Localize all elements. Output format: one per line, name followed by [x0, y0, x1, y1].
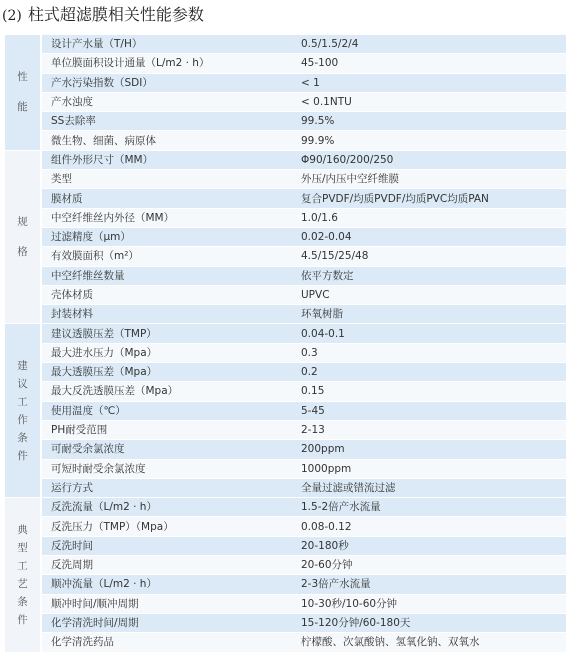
param-value: 0.2 — [298, 363, 566, 382]
param-value: 1000ppm — [298, 459, 566, 478]
param-value: 0.3 — [298, 343, 566, 362]
param-value: 依平方数定 — [298, 266, 566, 285]
param-name: 有效膜面积（m²） — [41, 247, 298, 266]
param-name: 反洗流量（L/m2 · h） — [41, 498, 298, 517]
param-value: 2-3倍产水流量 — [298, 575, 566, 594]
group-label-char: 条 — [17, 595, 28, 608]
group-label-char: 作 — [17, 413, 28, 426]
group-label-char: 典 — [17, 523, 28, 536]
table-row — [5, 498, 566, 517]
param-value: 环氧树脂 — [298, 305, 566, 324]
param-name: 中空纤维丝内外径（MM） — [41, 208, 298, 227]
section-number: (2) — [2, 8, 22, 24]
param-value: UPVC — [298, 285, 566, 304]
table-row — [5, 54, 566, 73]
param-value: 15-120分钟/60-180天 — [298, 613, 566, 632]
param-value: 99.5% — [298, 112, 566, 131]
param-name: 类型 — [41, 170, 298, 189]
param-name: 产水浊度 — [41, 92, 298, 111]
table-row — [5, 575, 566, 594]
param-value: 45-100 — [298, 54, 566, 73]
table-row — [5, 150, 566, 169]
group-label-char: 议 — [17, 377, 28, 390]
group-label-char: 件 — [17, 449, 28, 462]
param-name: 过滤精度（μm） — [41, 227, 298, 246]
table-row — [5, 459, 566, 478]
table-row — [5, 324, 566, 343]
param-name: 中空纤维丝数量 — [41, 266, 298, 285]
param-name: 封装材料 — [41, 305, 298, 324]
group-label — [5, 498, 41, 652]
table-row — [5, 556, 566, 575]
table-row — [5, 247, 566, 266]
group-label-char: 型 — [17, 541, 28, 554]
group-label-char: 件 — [17, 613, 28, 626]
table-row — [5, 478, 566, 497]
param-value: 10-30秒/10-60分钟 — [298, 594, 566, 613]
param-value: < 0.1NTU — [298, 92, 566, 111]
table-row — [5, 73, 566, 92]
group-label-char: 工 — [17, 395, 28, 408]
table-row — [5, 420, 566, 439]
table-row — [5, 594, 566, 613]
group-label-char: 规 — [17, 216, 28, 229]
param-value: 1.0/1.6 — [298, 208, 566, 227]
param-value: 4.5/15/25/48 — [298, 247, 566, 266]
param-name: 最大反洗透膜压差（Mpa） — [41, 382, 298, 401]
param-name: SS去除率 — [41, 112, 298, 131]
table-row — [5, 343, 566, 362]
param-value: 外压/内压中空纤维膜 — [298, 170, 566, 189]
group-label-char: 能 — [17, 101, 28, 114]
table-row — [5, 633, 566, 652]
param-value: 2-13 — [298, 420, 566, 439]
param-name: 可耐受余氯浓度 — [41, 440, 298, 459]
param-value: 0.02-0.04 — [298, 227, 566, 246]
param-name: 壳体材质 — [41, 285, 298, 304]
param-name: 使用温度（℃） — [41, 401, 298, 420]
section-title — [2, 5, 204, 26]
param-value: 20-60分钟 — [298, 556, 566, 575]
group-label-char: 工 — [17, 559, 28, 572]
table-row — [5, 517, 566, 536]
group-label — [5, 35, 41, 150]
group-label — [5, 324, 41, 498]
param-name: 反洗周期 — [41, 556, 298, 575]
group-label-char: 格 — [17, 246, 28, 259]
spec-table-body — [5, 35, 566, 652]
section-title-text: 柱式超滤膜相关性能参数 — [27, 5, 204, 24]
param-value: 0.5/1.5/2/4 — [298, 35, 566, 54]
table-row — [5, 227, 566, 246]
param-name: 微生物、细菌、病原体 — [41, 131, 298, 150]
table-row — [5, 208, 566, 227]
table-row — [5, 112, 566, 131]
param-name: 单位膜面积设计通量（L/m2 · h） — [41, 54, 298, 73]
table-row — [5, 613, 566, 632]
param-value: 0.15 — [298, 382, 566, 401]
table-row — [5, 92, 566, 111]
table-row — [5, 170, 566, 189]
table-row — [5, 189, 566, 208]
param-name: 设计产水量（T/H） — [41, 35, 298, 54]
param-name: 反洗时间 — [41, 536, 298, 555]
param-value: Φ90/160/200/250 — [298, 150, 566, 169]
param-name: PH耐受范围 — [41, 420, 298, 439]
table-row — [5, 363, 566, 382]
param-value: 0.04-0.1 — [298, 324, 566, 343]
param-value: 200ppm — [298, 440, 566, 459]
param-name: 最大进水压力（Mpa） — [41, 343, 298, 362]
param-value: 全量过滤或错流过滤 — [298, 478, 566, 497]
param-value: 柠檬酸、次氯酸钠、氢氧化钠、双氧水 — [298, 633, 566, 652]
param-name: 运行方式 — [41, 478, 298, 497]
param-name: 最大透膜压差（Mpa） — [41, 363, 298, 382]
group-label-char: 建 — [17, 359, 28, 372]
param-name: 化学清洗时间/周期 — [41, 613, 298, 632]
table-row — [5, 536, 566, 555]
param-name: 顺冲流量（L/m2 · h） — [41, 575, 298, 594]
table-row — [5, 305, 566, 324]
param-name: 膜材质 — [41, 189, 298, 208]
table-row — [5, 266, 566, 285]
table-row — [5, 401, 566, 420]
param-value: 0.08-0.12 — [298, 517, 566, 536]
group-label-char: 艺 — [17, 577, 28, 590]
param-value: 5-45 — [298, 401, 566, 420]
param-name: 顺冲时间/顺冲周期 — [41, 594, 298, 613]
param-value: 20-180秒 — [298, 536, 566, 555]
group-label-char: 性 — [17, 71, 28, 84]
table-row — [5, 35, 566, 54]
param-name: 建议透膜压差（TMP） — [41, 324, 298, 343]
group-label — [5, 150, 41, 324]
table-row — [5, 285, 566, 304]
param-name: 可短时耐受余氯浓度 — [41, 459, 298, 478]
param-name: 组件外形尺寸（MM） — [41, 150, 298, 169]
param-value: 复合PVDF/均质PVDF/均质PVC均质PAN — [298, 189, 566, 208]
param-value: < 1 — [298, 73, 566, 92]
table-row — [5, 131, 566, 150]
group-label-char: 条 — [17, 431, 28, 444]
param-name: 反洗压力（TMP）（Mpa） — [41, 517, 298, 536]
table-row — [5, 440, 566, 459]
spec-table — [5, 35, 566, 653]
param-value: 1.5-2倍产水流量 — [298, 498, 566, 517]
table-row — [5, 382, 566, 401]
param-name: 化学清洗药品 — [41, 633, 298, 652]
param-value: 99.9% — [298, 131, 566, 150]
param-name: 产水污染指数（SDI） — [41, 73, 298, 92]
